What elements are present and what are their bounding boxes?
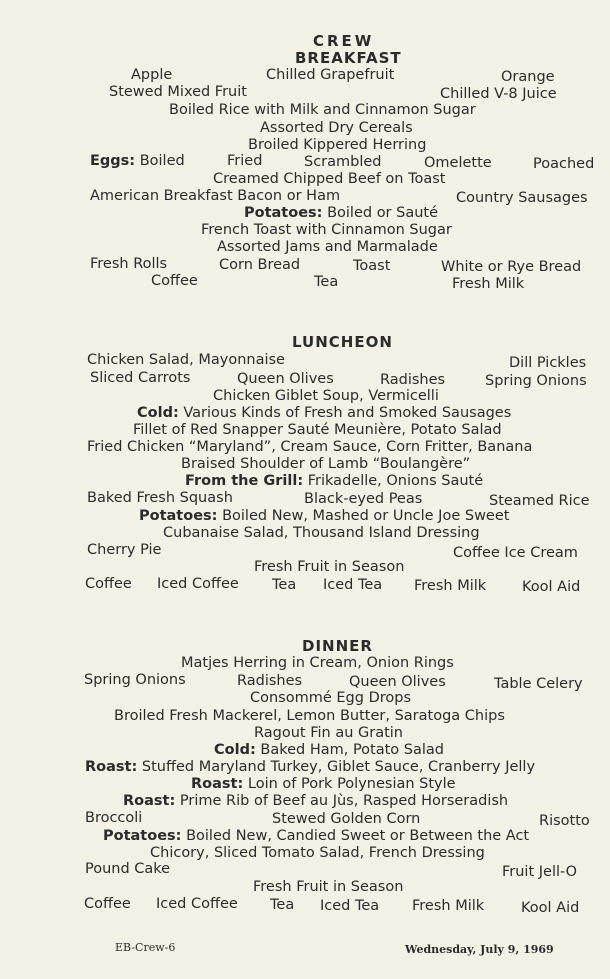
luncheon-heading: LUNCHEON bbox=[292, 333, 393, 351]
cold-line bbox=[137, 405, 511, 422]
menu-item: Steamed Rice bbox=[489, 493, 590, 509]
menu-item: Radishes bbox=[380, 372, 446, 388]
potatoes-label: Potatoes: bbox=[244, 205, 323, 221]
menu-item: Scrambled bbox=[304, 154, 382, 170]
potatoes-line bbox=[103, 828, 529, 845]
roast-line bbox=[85, 759, 535, 776]
grill-line bbox=[185, 473, 483, 490]
menu-item: Baked Ham, Potato Salad bbox=[260, 742, 444, 758]
menu-item: Fresh Milk bbox=[414, 578, 487, 594]
menu-item: Kool Aid bbox=[522, 579, 581, 595]
menu-item: Risotto bbox=[539, 813, 590, 829]
menu-item: Coffee bbox=[84, 896, 131, 912]
menu-item: Omelette bbox=[424, 155, 492, 171]
menu-item: Iced Tea bbox=[323, 577, 383, 593]
grill-label: From the Grill: bbox=[185, 473, 304, 489]
menu-item: Tea bbox=[270, 897, 295, 913]
roast-line bbox=[191, 776, 456, 793]
menu-item: Orange bbox=[501, 69, 555, 85]
menu-item: Braised Shoulder of Lamb “Boulangère” bbox=[181, 456, 471, 472]
potatoes-label: Potatoes: bbox=[139, 508, 218, 524]
menu-item: Consommé Egg Drops bbox=[250, 690, 412, 706]
menu-item: Fresh Fruit in Season bbox=[253, 879, 404, 895]
menu-item: Tea bbox=[314, 274, 339, 290]
menu-item: Coffee bbox=[85, 576, 132, 592]
menu-item: Sliced Carrots bbox=[90, 370, 191, 386]
menu-item: Chilled Grapefruit bbox=[266, 67, 395, 83]
menu-item: Toast bbox=[353, 258, 391, 274]
eggs-label: Eggs: bbox=[90, 153, 136, 169]
menu-item: Assorted Jams and Marmalade bbox=[217, 239, 438, 255]
menu-item: Apple bbox=[131, 67, 173, 83]
menu-item: Queen Olives bbox=[237, 371, 334, 387]
menu-item: Fillet of Red Snapper Sauté Meunière, Potato Salad bbox=[133, 422, 502, 438]
menu-item: Coffee bbox=[151, 273, 198, 289]
menu-item: Broiled Kippered Herring bbox=[248, 137, 427, 153]
menu-item: Cubanaise Salad, Thousand Island Dressing bbox=[163, 525, 480, 541]
potatoes-line bbox=[139, 508, 509, 525]
menu-item: Chicken Giblet Soup, Vermicelli bbox=[213, 388, 439, 404]
menu-item: Baked Fresh Squash bbox=[87, 490, 233, 506]
potatoes-label: Potatoes: bbox=[103, 828, 182, 844]
roast-label: Roast: bbox=[85, 759, 138, 775]
menu-item: Broccoli bbox=[85, 810, 143, 826]
menu-item: Chicory, Sliced Tomato Salad, French Dressing bbox=[150, 845, 485, 861]
menu-item: Pound Cake bbox=[85, 861, 171, 877]
menu-item: Loin of Pork Polynesian Style bbox=[247, 776, 456, 792]
eggs-line bbox=[90, 153, 185, 170]
menu-item: Boiled New, Mashed or Uncle Joe Sweet bbox=[222, 508, 510, 524]
menu-item: Kool Aid bbox=[521, 900, 580, 916]
menu-item: Tea bbox=[272, 577, 297, 593]
menu-item: Fried Chicken “Maryland”, Cream Sauce, Corn Fritter, Banana bbox=[87, 439, 533, 455]
menu-item: Stuffed Maryland Turkey, Giblet Sauce, Cranberry Jelly bbox=[141, 759, 536, 775]
menu-item: Dill Pickles bbox=[509, 355, 587, 371]
menu-code: EB-Crew-6 bbox=[115, 941, 176, 954]
menu-item: Creamed Chipped Beef on Toast bbox=[213, 171, 446, 187]
menu-item: Iced Tea bbox=[320, 898, 380, 914]
dinner-heading: DINNER bbox=[302, 637, 373, 655]
menu-item: Corn Bread bbox=[219, 257, 301, 273]
menu-item: Prime Rib of Beef au Jùs, Rasped Horseradish bbox=[179, 793, 509, 809]
menu-item: Ragout Fin au Gratin bbox=[254, 725, 403, 741]
potatoes-line bbox=[244, 205, 438, 222]
menu-item: Broiled Fresh Mackerel, Lemon Butter, Saratoga Chips bbox=[114, 708, 505, 724]
menu-item: Fresh Milk bbox=[452, 276, 525, 292]
menu-item: Various Kinds of Fresh and Smoked Sausages bbox=[183, 405, 512, 421]
menu-item: Boiled New, Candied Sweet or Between the Act bbox=[186, 828, 530, 844]
roast-label: Roast: bbox=[191, 776, 244, 792]
roast-line bbox=[123, 793, 508, 810]
menu-item: Iced Coffee bbox=[156, 896, 238, 912]
menu-item: Fresh Milk bbox=[412, 898, 485, 914]
menu-item: Fruit Jell-O bbox=[502, 864, 578, 880]
menu-item: Country Sausages bbox=[456, 190, 588, 206]
menu-item: Coffee Ice Cream bbox=[453, 545, 578, 561]
cold-line bbox=[214, 742, 444, 759]
menu-item: Assorted Dry Cereals bbox=[260, 120, 413, 136]
menu-item: French Toast with Cinnamon Sugar bbox=[201, 222, 452, 238]
menu-item: Matjes Herring in Cream, Onion Rings bbox=[181, 655, 454, 671]
menu-item: Spring Onions bbox=[84, 672, 186, 688]
menu-item: Iced Coffee bbox=[157, 576, 239, 592]
menu-item: Chicken Salad, Mayonnaise bbox=[87, 352, 285, 368]
menu-item: American Breakfast Bacon or Ham bbox=[90, 188, 341, 204]
menu-date: Wednesday, July 9, 1969 bbox=[405, 943, 554, 956]
menu-item: Boiled or Sauté bbox=[327, 205, 439, 221]
menu-item: Stewed Golden Corn bbox=[272, 811, 421, 827]
roast-label: Roast: bbox=[123, 793, 176, 809]
menu-item: Frikadelle, Onions Sauté bbox=[307, 473, 484, 489]
breakfast-heading: BREAKFAST bbox=[295, 49, 402, 67]
menu-item: Cherry Pie bbox=[87, 542, 162, 558]
menu-item: Stewed Mixed Fruit bbox=[109, 84, 247, 100]
menu-item: Radishes bbox=[237, 673, 303, 689]
cold-label: Cold: bbox=[137, 405, 179, 421]
menu-item: Fresh Fruit in Season bbox=[254, 559, 405, 575]
menu-item: Fried bbox=[227, 153, 263, 169]
crew-heading: CREW bbox=[313, 32, 375, 50]
menu-item: Chilled V-8 Juice bbox=[440, 86, 557, 102]
menu-item: Poached bbox=[533, 156, 595, 172]
menu-item: Fresh Rolls bbox=[90, 256, 168, 272]
cold-label: Cold: bbox=[214, 742, 256, 758]
menu-item: Table Celery bbox=[494, 676, 583, 692]
menu-item: White or Rye Bread bbox=[441, 259, 582, 275]
menu-item: Queen Olives bbox=[349, 674, 446, 690]
menu-item: Boiled bbox=[139, 153, 185, 169]
menu-item: Spring Onions bbox=[485, 373, 587, 389]
menu-item: Black-eyed Peas bbox=[304, 491, 423, 507]
menu-item: Boiled Rice with Milk and Cinnamon Sugar bbox=[169, 102, 476, 118]
